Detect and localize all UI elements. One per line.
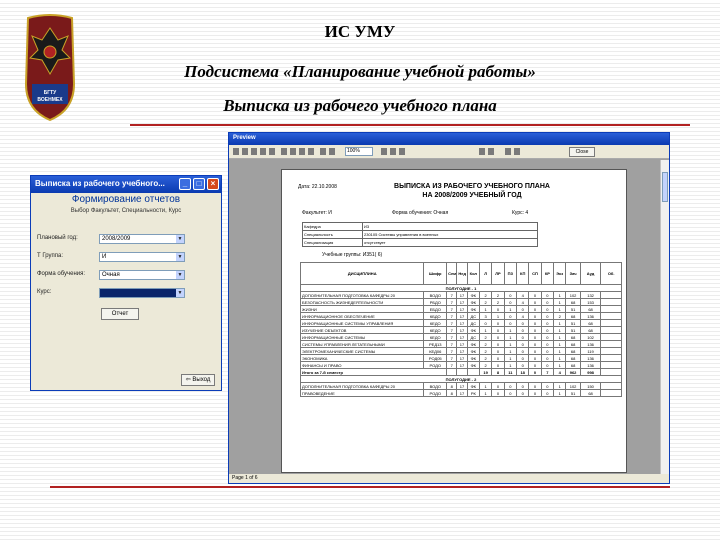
scrollbar-thumb[interactable]	[662, 172, 668, 202]
zoom-select[interactable]: 100%	[345, 147, 373, 156]
column-header: Об.	[601, 263, 622, 285]
column-header: СП	[529, 263, 541, 285]
column-header: ПЗ	[504, 263, 516, 285]
curriculum-table	[300, 262, 622, 397]
outline-icon[interactable]	[390, 148, 396, 155]
dialog-title: Выписка из рабочего учебного...	[35, 179, 165, 188]
zoom-out-icon[interactable]	[329, 148, 335, 155]
copy-icon[interactable]	[260, 148, 266, 155]
course-row	[37, 288, 217, 299]
plan-year-select[interactable]: 2008/2009 ▼	[99, 234, 185, 244]
group-select[interactable]: И ▼	[99, 252, 185, 262]
previous-page-icon[interactable]	[488, 148, 494, 155]
minimize-icon[interactable]: _	[179, 178, 191, 190]
table-row: ДОПОЛНИТЕЛЬНАЯ ПОДГОТОВКА КАФЕДРЫ 20 ВОДО 7 17 ФК 2 2 0 4 0 0 1 102 132	[301, 292, 622, 299]
column-header: Экз	[554, 263, 566, 285]
maximize-icon[interactable]: □	[193, 178, 205, 190]
group-label: Т Группа:	[37, 253, 64, 259]
report-groups: Учебные группы: И351( 6)	[322, 252, 383, 258]
print-icon[interactable]	[251, 148, 257, 155]
table-row: БЕЗОПАСНОСТЬ ЖИЗНЕДЕЯТЕЛЬНОСТИ РБДО 7 17 ФК 2 2 0 4 0 0 1 68 153	[301, 299, 622, 306]
chevron-down-icon[interactable]: ▼	[177, 290, 183, 296]
report-date: Дата: 22.10.2008	[298, 184, 337, 190]
status-bar: Page 1 of 6	[229, 474, 669, 483]
last-page-icon[interactable]	[514, 148, 520, 155]
total-row: Итого за 7-й семестр 19 8 11 18 0 7 4 962 998	[301, 369, 622, 376]
one-page-icon[interactable]	[290, 148, 296, 155]
slide-subtitle: Подсистема «Планирование учебной работы»	[184, 62, 536, 81]
column-header: Зач	[566, 263, 580, 285]
table-row: ИНФОРМАЦИОННЫЕ СИСТЕМЫ УПРАВЛЕНИЯ КЕДО 7 17 ДС 0 0 0 0 0 0 1 51 68	[301, 320, 622, 327]
footer-divider	[50, 486, 670, 488]
report-title: ВЫПИСКА ИЗ РАБОЧЕГО УЧЕБНОГО ПЛАНА НА 2008/2009 УЧЕБНЫЙ ГОД	[394, 183, 550, 199]
table-row: ДОПОЛНИТЕЛЬНАЯ ПОДГОТОВКА КАФЕДРЫ 20 ВОДО 8 17 ФК 1 0 0 0 0 0 1 102 150	[301, 383, 622, 390]
vertical-scrollbar[interactable]	[660, 160, 669, 474]
dialog-header: Формирование отчетов	[71, 194, 181, 205]
page-setup-icon[interactable]	[281, 148, 287, 155]
logo-text: БГТУ	[43, 90, 57, 96]
chevron-down-icon[interactable]: ▼	[177, 236, 183, 242]
column-header: КР	[541, 263, 553, 285]
course-select[interactable]	[99, 288, 185, 298]
report-page	[281, 169, 627, 473]
table-row: СИСТЕМЫ УПРАВЛЕНИЯ ЛЕТАТЕЛЬНЫМИ РЕД13 7 17 ФК 2 0 1 0 0 0 1 68 136	[301, 341, 622, 348]
chevron-down-icon[interactable]: ▼	[177, 254, 183, 260]
course-label: Курс:	[37, 289, 52, 295]
report-info-table	[302, 222, 538, 247]
preview-title: Preview	[233, 135, 256, 141]
exit-button[interactable]: ⇦ Выход	[181, 374, 215, 386]
report-button[interactable]: Отчет	[101, 308, 139, 320]
preview-window	[228, 132, 670, 484]
report-course: Курс: 4	[512, 210, 529, 216]
column-header: Л	[479, 263, 491, 285]
report-faculty: Факультет: И	[302, 210, 332, 216]
column-header: ДИСЦИПЛИНА	[301, 263, 424, 285]
group-row	[37, 252, 217, 263]
column-header: ЛР	[492, 263, 504, 285]
table-row: ИНФОРМАЦИОННОЕ ОБЕСПЕЧЕНИЕ КБДО 7 17 ДС 3 1 0 4 0 0 2 68 136	[301, 313, 622, 320]
table-row: ИЗУЧЕНИЕ ОБЪЕКТОВ КЕДО 7 17 ФК 1 0 1 0 0 0 1 51 68	[301, 327, 622, 334]
table-row: ЖИЗНИ ЕБДО 7 17 ФК 1 0 1 0 0 0 1 51 68	[301, 306, 622, 313]
preview-toolbar	[229, 145, 669, 159]
info-row: Специализация отсутствует	[303, 239, 538, 247]
report-dialog	[30, 175, 222, 391]
save-icon[interactable]	[242, 148, 248, 155]
column-header: Кол	[467, 263, 479, 285]
next-page-icon[interactable]	[505, 148, 511, 155]
header-divider	[130, 124, 690, 126]
study-form-row	[37, 270, 217, 281]
zoom-in-icon[interactable]	[320, 148, 326, 155]
info-row: Специальность 230105 Системы управления в военных	[303, 231, 538, 239]
report-form: Форма обучения: Очная	[392, 210, 449, 216]
table-row: ФИНАНСЫ И ПРАВО РОДО 7 17 ФК 2 0 1 0 0 0 1 68 136	[301, 362, 622, 369]
column-header: Сем	[447, 263, 457, 285]
page-width-icon[interactable]	[308, 148, 314, 155]
semester-row: ПОЛУГОДИЕ - 2	[301, 376, 622, 383]
svg-text:ВОЕНМЕХ: ВОЕНМЕХ	[37, 97, 63, 103]
column-header: Ауд	[580, 263, 601, 285]
table-header-row	[301, 263, 622, 285]
study-form-select[interactable]: Очная ▼	[99, 270, 185, 280]
thumbnails-icon[interactable]	[399, 148, 405, 155]
chevron-down-icon[interactable]: ▼	[177, 272, 183, 278]
find-icon[interactable]	[269, 148, 275, 155]
column-header: КП	[517, 263, 529, 285]
slide-heading: Выписка из рабочего учебного плана	[223, 96, 497, 115]
open-icon[interactable]	[233, 148, 239, 155]
plan-year-label: Плановый год:	[37, 235, 78, 241]
table-row: ЭЛЕКТРОМЕХАНИЧЕСКИЕ СИСТЕМЫ КЕД06 7 17 ФК 2 0 1 0 0 0 1 68 119	[301, 348, 622, 355]
first-page-icon[interactable]	[479, 148, 485, 155]
two-pages-icon[interactable]	[299, 148, 305, 155]
dialog-subheader: Выбор Факультет, Специальности, Курс	[70, 208, 182, 214]
preview-titlebar	[229, 133, 669, 145]
table-row: ИНФОРМАЦИОННЫЕ СИСТЕМЫ КЕДО 7 17 ДС 2 0 1 0 0 0 1 68 102	[301, 334, 622, 341]
column-header: Нед	[457, 263, 467, 285]
preview-close-button[interactable]: Close	[569, 147, 595, 157]
column-header: Шифр	[424, 263, 447, 285]
plan-year-row	[37, 234, 217, 245]
table-row: ПРАВОВЕДЕНИЕ РОДО 8 17 РК 1 0 0 0 0 0 1 51 68	[301, 390, 622, 397]
dialog-titlebar	[31, 176, 221, 193]
info-row: Кафедра И3	[303, 223, 538, 231]
study-form-label: Форма обучения:	[37, 271, 86, 277]
table-row: ЭКОНОМИКА РОД05 7 17 ФК 2 0 1 0 0 0 1 68 136	[301, 355, 622, 362]
slide-title: ИС УМУ	[324, 22, 396, 41]
close-icon[interactable]: ×	[207, 178, 219, 190]
edit-icon[interactable]	[381, 148, 387, 155]
exit-icon: ⇦	[185, 377, 193, 383]
semester-row: ПОЛУГОДИЕ - 1	[301, 285, 622, 292]
